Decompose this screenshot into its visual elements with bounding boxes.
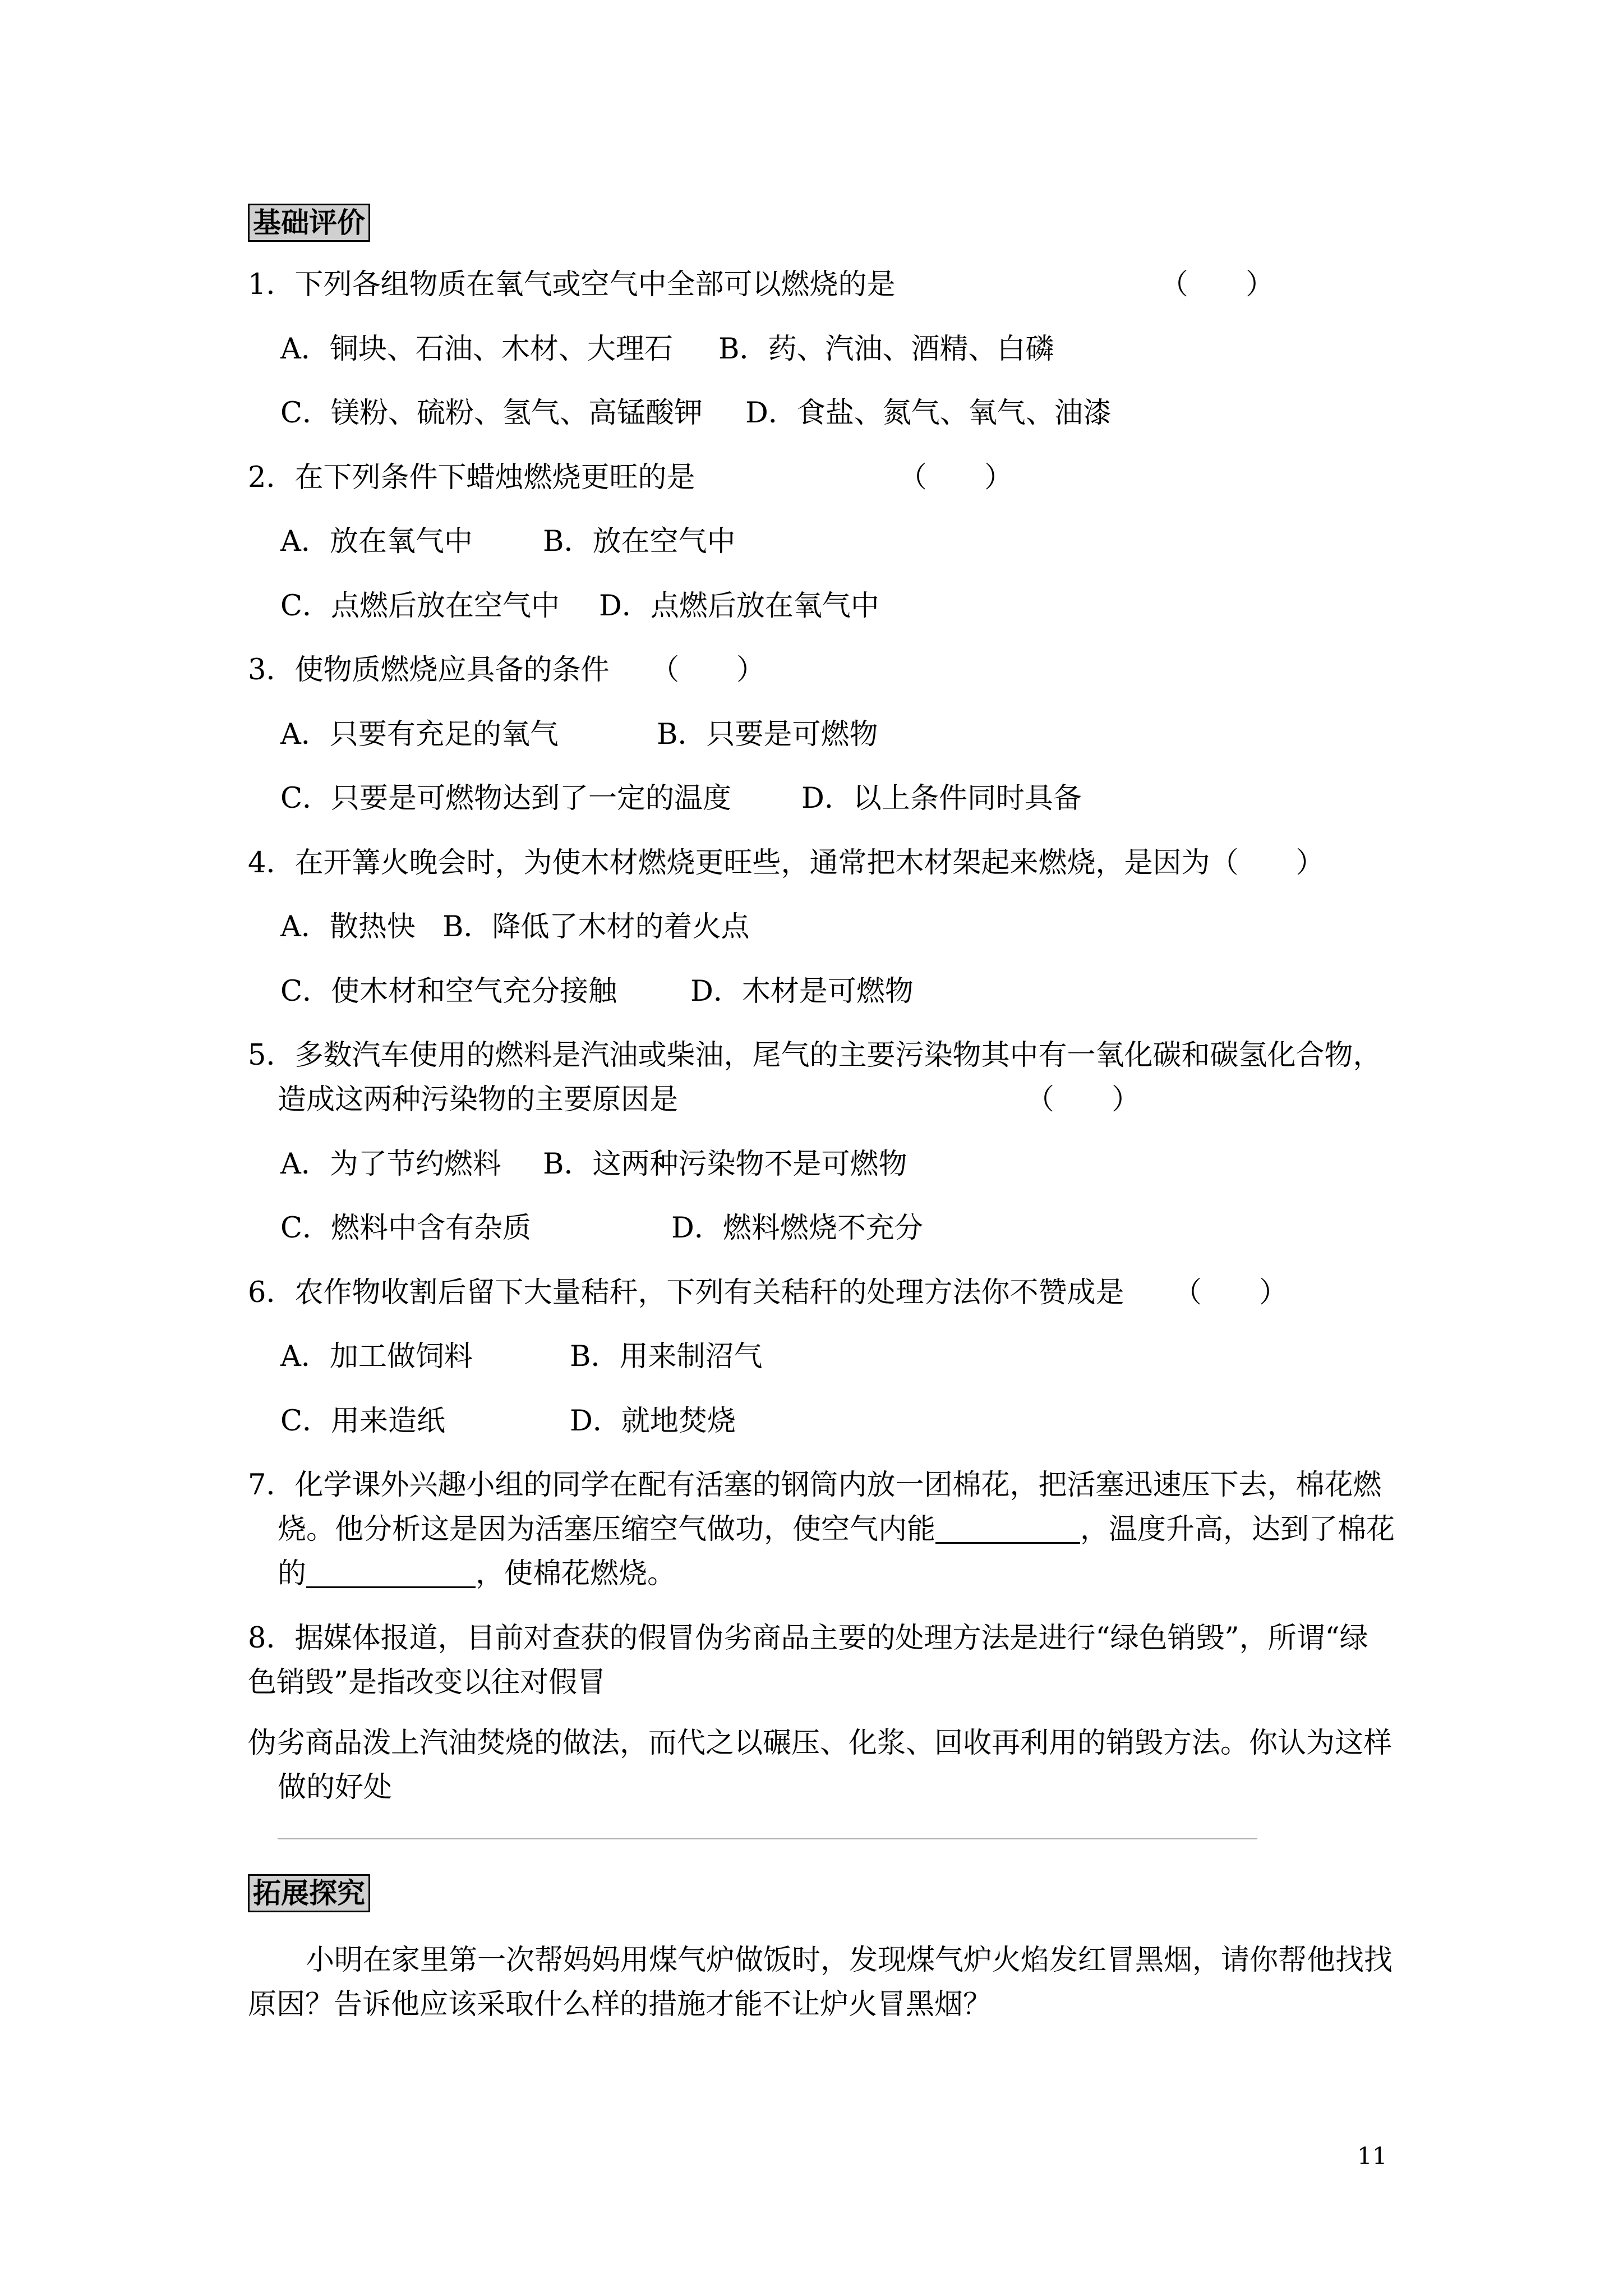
question-8-line-1: 8．据媒体报道，目前对查获的假冒伪劣商品主要的处理方法是进行“绿色销毁”，所谓“绿 <box>248 1621 1368 1655</box>
answer-parentheses: （ ） <box>1173 1276 1288 1309</box>
question-2-option-row-2 <box>248 584 1403 628</box>
answer-parentheses: （ ） <box>1160 268 1275 301</box>
question-7-line-3 <box>248 1552 1403 1596</box>
question-8-part-1 <box>248 1616 1403 1705</box>
question-7-text: 的 <box>278 1557 307 1590</box>
option-c: C．使木材和空气充分接触 <box>280 974 617 1008</box>
question-3-option-row-2 <box>248 776 1403 821</box>
fill-in-blank <box>306 1559 476 1588</box>
question-7-text: 烧。他分析这是因为活塞压缩空气做功，使空气内能 <box>278 1513 936 1546</box>
question-1-stem: 1．下列各组物质在氧气或空气中全部可以燃烧的是 <box>248 268 896 301</box>
question-2-stem-line <box>248 455 1403 500</box>
option-c: C．只要是可燃物达到了一定的温度 <box>280 782 732 815</box>
option-b: B．用来制沼气 <box>570 1340 763 1373</box>
question-5-stem <box>248 1033 1403 1122</box>
section-header-extension <box>248 1874 1403 1912</box>
answer-parentheses: （ ） <box>1026 1083 1141 1116</box>
section-header-basic <box>248 204 1403 242</box>
option-a: A．散热快 <box>280 910 416 944</box>
question-8-line-4: 做的好处 <box>278 1770 393 1804</box>
section-title-basic: 基础评价 <box>248 204 370 242</box>
option-b: B．药、汽油、酒精、白磷 <box>718 332 1054 366</box>
question-7-text: ，温度升高，达到了棉花 <box>1080 1513 1395 1546</box>
question-4-stem-line <box>248 841 1403 885</box>
option-b: B．降低了木材的着火点 <box>442 910 750 944</box>
extension-line-1: 小明在家里第一次帮妈妈用煤气炉做饭时，发现煤气炉火焰发红冒黑烟，请你帮他找找 <box>306 1943 1393 1977</box>
section-title-extension: 拓展探究 <box>248 1874 370 1912</box>
page-number: 11 <box>1357 2142 1387 2170</box>
question-7-line-2 <box>248 1507 1403 1552</box>
answer-line <box>278 1838 1257 1839</box>
option-d: D．点燃后放在氧气中 <box>599 589 879 623</box>
question-6-stem: 6．农作物收割后留下大量秸秆，下列有关秸秆的处理方法你不赞成是 <box>248 1276 1124 1309</box>
option-d: D．食盐、氮气、氧气、油漆 <box>745 397 1112 430</box>
option-d: D．燃料燃烧不充分 <box>671 1212 923 1245</box>
question-4-option-row-2 <box>248 969 1403 1014</box>
option-d: D．以上条件同时具备 <box>801 782 1082 815</box>
option-a: A．加工做饲料 <box>280 1340 473 1373</box>
worksheet-content <box>248 204 1403 2027</box>
question-3-stem-line <box>248 648 1403 692</box>
question-5-stem-line-2 <box>248 1078 1403 1122</box>
fill-in-blank <box>935 1515 1080 1544</box>
question-4-stem: 4．在开篝火晚会时，为使木材燃烧更旺些，通常把木材架起来燃烧，是因为 <box>248 846 1210 880</box>
option-c: C．燃料中含有杂质 <box>280 1212 532 1245</box>
question-8-line-2: 色销毁”是指改变以往对假冒 <box>248 1665 606 1699</box>
question-3-stem: 3．使物质燃烧应具备的条件 <box>248 654 610 687</box>
answer-parentheses: （ ） <box>651 654 766 687</box>
question-5-stem-line-2-text: 造成这两种污染物的主要原因是 <box>278 1083 679 1116</box>
question-5-stem-line-1: 5．多数汽车使用的燃料是汽油或柴油，尾气的主要污染物其中有一氧化碳和碳氢化合物， <box>248 1039 1382 1072</box>
option-b: B．放在空气中 <box>543 525 736 558</box>
question-2-option-row-1 <box>248 519 1403 564</box>
question-7-line-1: 7．化学课外兴趣小组的同学在配有活塞的钢筒内放一团棉花，把活塞迅速压下去，棉花燃 <box>248 1469 1382 1502</box>
question-8-line-3: 伪劣商品泼上汽油焚烧的做法，而代之以碾压、化浆、回收再利用的销毁方法。你认为这样 <box>248 1726 1393 1760</box>
question-6-stem-line <box>248 1271 1403 1315</box>
question-1-option-row-1 <box>248 327 1403 371</box>
question-1-stem-line <box>248 263 1403 307</box>
option-d: D．木材是可燃物 <box>690 974 914 1008</box>
question-3-option-row-1 <box>248 712 1403 757</box>
answer-parentheses: （ ） <box>898 461 1013 494</box>
option-c: C．点燃后放在空气中 <box>280 589 560 623</box>
option-c: C．镁粉、硫粉、氢气、高锰酸钾 <box>280 397 703 430</box>
extension-question <box>248 1938 1403 2027</box>
question-7 <box>248 1463 1403 1596</box>
question-4-option-row-1 <box>248 905 1403 949</box>
question-5-option-row-2 <box>248 1206 1403 1250</box>
option-b: B．只要是可燃物 <box>657 717 878 751</box>
question-7-text: ，使棉花燃烧。 <box>476 1557 676 1590</box>
option-a: A．只要有充足的氧气 <box>280 717 559 751</box>
option-b: B．这两种污染物不是可燃物 <box>543 1147 907 1181</box>
question-2-stem: 2．在下列条件下蜡烛燃烧更旺的是 <box>248 461 695 494</box>
option-a: A．为了节约燃料 <box>280 1147 501 1181</box>
option-c: C．用来造纸 <box>280 1404 446 1438</box>
question-5-option-row-1 <box>248 1142 1403 1186</box>
extension-line-2: 原因？告诉他应该采取什么样的措施才能不让炉火冒黑烟？ <box>248 1987 992 2021</box>
option-a: A．铜块、石油、木材、大理石 <box>280 332 673 366</box>
question-6-option-row-1 <box>248 1335 1403 1379</box>
question-8-part-2 <box>248 1721 1403 1810</box>
question-6-option-row-2 <box>248 1399 1403 1443</box>
answer-parentheses: （ ） <box>1210 846 1325 880</box>
option-a: A．放在氧气中 <box>280 525 473 558</box>
question-1-option-row-2 <box>248 391 1403 435</box>
option-d: D．就地焚烧 <box>570 1404 736 1438</box>
